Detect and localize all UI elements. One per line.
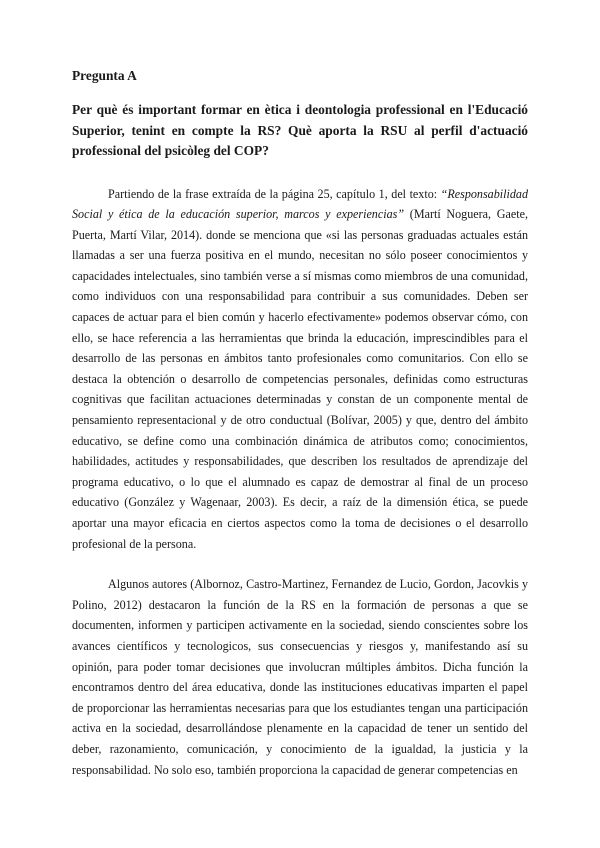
section-heading: Pregunta A [72, 68, 137, 83]
question-text: Per què és important formar en ètica i deontologia professional en l'Educació Superior, tenint en compte la RS? Què aporta la RSU al perfil d'actuació professional del psicòleg del COP? [72, 102, 528, 158]
paragraph-1-lead: Partiendo de la frase extraída de la página 25, capítulo 1, del texto: [108, 186, 441, 201]
paragraph-1 [72, 184, 528, 555]
cited-book-title: “Responsabilidad Social y ética de la educación superior, marcos y experiencias” [72, 186, 528, 222]
paragraph-1-body: (Martí Noguera, Gaete, Puerta, Martí Vilar, 2014). donde se menciona que «si las personas graduadas actuales están llamadas a ser una fuerza positiva en el mundo, necesitan no sólo poseer conocimientos y capacidades intelectuales, sino también verse a sí mismas como miembros de una comunidad, como individuos con una responsabilidad para contribuir a sus comunidades. Deben ser capaces de actuar para el bien común y hacerlo efectivamente» podemos observar cómo, con ello, se hace referencia a las herramientas que brinda la educación, imprescindibles para el desarrollo de las personas en ámbitos tanto profesionales como comunitarios. Con ello se destaca la obtención o desarrollo de competencias personales, definidas como estructuras cognitivas que facilitan actuaciones determinadas y constan de un componente mental de pensamiento representacional y de otro conductual (Bolívar, 2005) y que, dentro del ámbito educativo, se define como una combinación dinámica de atributos como; conocimientos, habilidades, actitudes y responsabilidades, que describen los resultados de aprendizaje del programa educativo, o lo que el alumnado es capaz de demostrar al final de un proceso educativo (González y Wagenaar, 2003). Es decir, a raíz de la dimensión ética, se puede aportar una mayor eficacia en ciertos aspectos como la toma de decisiones o el desarrollo profesional de la persona. [72, 207, 528, 551]
paragraph-2: Algunos autores (Albornoz, Castro-Martinez, Fernandez de Lucio, Gordon, Jacovkis y Polino, 2012) destacaron la función de la RS en la formación de personas a que se documenten, informen y participen activamente en la sociedad, siendo conscientes sobre los avances científicos y tecnologicos, sus consecuencias y riesgos y, manifestando así su opinión, para poder tomar decisiones que involucran múltiples ámbitos. Dicha función la encontramos dentro del área educativa, donde las instituciones educativas imparten el papel de proporcionar las herramientas necesarias para que los estudiantes tengan una participación activa en la sociedad, desarrollándose plenamente en la capacidad de tener un sentido del deber, razonamiento, comunicación, y conocimiento de la igualdad, la justicia y la responsabilidad. No solo eso, también proporciona la capacidad de generar competencias en [72, 577, 528, 777]
